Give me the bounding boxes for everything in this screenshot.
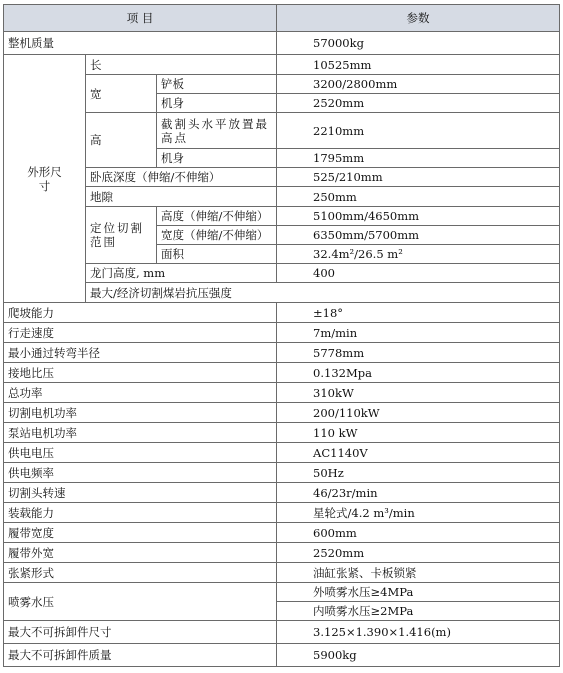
table-row bbox=[4, 403, 560, 423]
row-label: 切割电机功率 bbox=[4, 403, 277, 423]
table-row bbox=[4, 75, 560, 94]
table-row bbox=[4, 187, 560, 207]
row-label: 宽度（伸缩/不伸缩） bbox=[157, 226, 277, 245]
row-label: 机身 bbox=[157, 149, 277, 168]
table-row bbox=[4, 523, 560, 543]
table-row bbox=[4, 343, 560, 363]
row-value: 5900kg bbox=[277, 644, 560, 667]
row-value: 外喷雾水压≥4MPa bbox=[277, 583, 560, 602]
row-value: 110 kW bbox=[277, 423, 560, 443]
row-value: 7m/min bbox=[277, 323, 560, 343]
row-label: 切割头转速 bbox=[4, 483, 277, 503]
row-value: 内喷雾水压≥2MPa bbox=[277, 602, 560, 621]
table-row bbox=[4, 113, 560, 149]
row-value: 10525mm bbox=[277, 55, 560, 75]
row-value: 250mm bbox=[277, 187, 560, 207]
row-value: 0.132Mpa bbox=[277, 363, 560, 383]
row-label: 最小通过转弯半径 bbox=[4, 343, 277, 363]
table-row bbox=[4, 283, 560, 303]
table-row bbox=[4, 383, 560, 403]
table-header-row bbox=[4, 5, 560, 32]
dimensions-label: 外形尺寸 bbox=[4, 55, 86, 303]
table-row bbox=[4, 463, 560, 483]
row-label: 行走速度 bbox=[4, 323, 277, 343]
row-value: 57000kg bbox=[277, 32, 560, 55]
row-label: 截割头水平放置最高点 bbox=[157, 113, 277, 149]
table-row bbox=[4, 32, 560, 55]
row-label: 接地比压 bbox=[4, 363, 277, 383]
table-row bbox=[4, 363, 560, 383]
row-label: 履带宽度 bbox=[4, 523, 277, 543]
table-row bbox=[4, 621, 560, 644]
row-group-label: 定位切割范围 bbox=[86, 207, 157, 264]
row-group-label: 宽 bbox=[86, 75, 157, 113]
row-label: 爬坡能力 bbox=[4, 303, 277, 323]
table-row bbox=[4, 443, 560, 463]
row-label: 泵站电机功率 bbox=[4, 423, 277, 443]
row-value: 400 bbox=[277, 264, 560, 283]
row-value: 6350mm/5700mm bbox=[277, 226, 560, 245]
row-label: 供电电压 bbox=[4, 443, 277, 463]
row-value: 星轮式/4.2 m³/min bbox=[277, 503, 560, 523]
table-row bbox=[4, 483, 560, 503]
row-value: 3.125×1.390×1.416(m) bbox=[277, 621, 560, 644]
table-row bbox=[4, 583, 560, 602]
table-row bbox=[4, 503, 560, 523]
row-value: 525/210mm bbox=[277, 168, 560, 187]
row-label: 总功率 bbox=[4, 383, 277, 403]
table-row bbox=[4, 168, 560, 187]
table-row bbox=[4, 55, 560, 75]
row-label: 装载能力 bbox=[4, 503, 277, 523]
row-label: 卧底深度（伸缩/不伸缩） bbox=[86, 168, 277, 187]
table-row bbox=[4, 423, 560, 443]
row-value: 310kW bbox=[277, 383, 560, 403]
table-row bbox=[4, 303, 560, 323]
row-value: 32.4m²/26.5 m² bbox=[277, 245, 560, 264]
row-label: 铲板 bbox=[157, 75, 277, 94]
table-row bbox=[4, 323, 560, 343]
row-value: 2520mm bbox=[277, 543, 560, 563]
row-value: ±18° bbox=[277, 303, 560, 323]
row-label: 面积 bbox=[157, 245, 277, 264]
row-value: 2210mm bbox=[277, 113, 560, 149]
row-value: 5100mm/4650mm bbox=[277, 207, 560, 226]
row-label: 喷雾水压 bbox=[4, 583, 277, 621]
row-label: 高度（伸缩/不伸缩） bbox=[157, 207, 277, 226]
row-group-label: 高 bbox=[86, 113, 157, 168]
row-value: 2520mm bbox=[277, 94, 560, 113]
row-label: 整机质量 bbox=[4, 32, 277, 55]
table-row bbox=[4, 644, 560, 667]
row-value: 5778mm bbox=[277, 343, 560, 363]
row-label: 地隙 bbox=[86, 187, 277, 207]
spec-table bbox=[3, 4, 560, 667]
row-value: 1795mm bbox=[277, 149, 560, 168]
row-value: 46/23r/min bbox=[277, 483, 560, 503]
row-label: 张紧形式 bbox=[4, 563, 277, 583]
row-label: 最大不可拆卸件尺寸 bbox=[4, 621, 277, 644]
table-row bbox=[4, 563, 560, 583]
row-label: 长 bbox=[86, 55, 277, 75]
row-label: 履带外宽 bbox=[4, 543, 277, 563]
row-label: 最大不可拆卸件质量 bbox=[4, 644, 277, 667]
header-item: 项 目 bbox=[4, 5, 277, 32]
table-row bbox=[4, 543, 560, 563]
row-label: 最大/经济切割煤岩抗压强度 bbox=[86, 283, 560, 303]
row-label: 机身 bbox=[157, 94, 277, 113]
row-value: 200/110kW bbox=[277, 403, 560, 423]
table-row bbox=[4, 207, 560, 226]
row-label: 供电频率 bbox=[4, 463, 277, 483]
row-label: 龙门高度, mm bbox=[86, 264, 277, 283]
row-value: 50Hz bbox=[277, 463, 560, 483]
row-value: 3200/2800mm bbox=[277, 75, 560, 94]
row-value: AC1140V bbox=[277, 443, 560, 463]
table-row bbox=[4, 264, 560, 283]
header-param: 参数 bbox=[277, 5, 560, 32]
row-value: 油缸张紧、卡板锁紧 bbox=[277, 563, 560, 583]
row-value: 600mm bbox=[277, 523, 560, 543]
